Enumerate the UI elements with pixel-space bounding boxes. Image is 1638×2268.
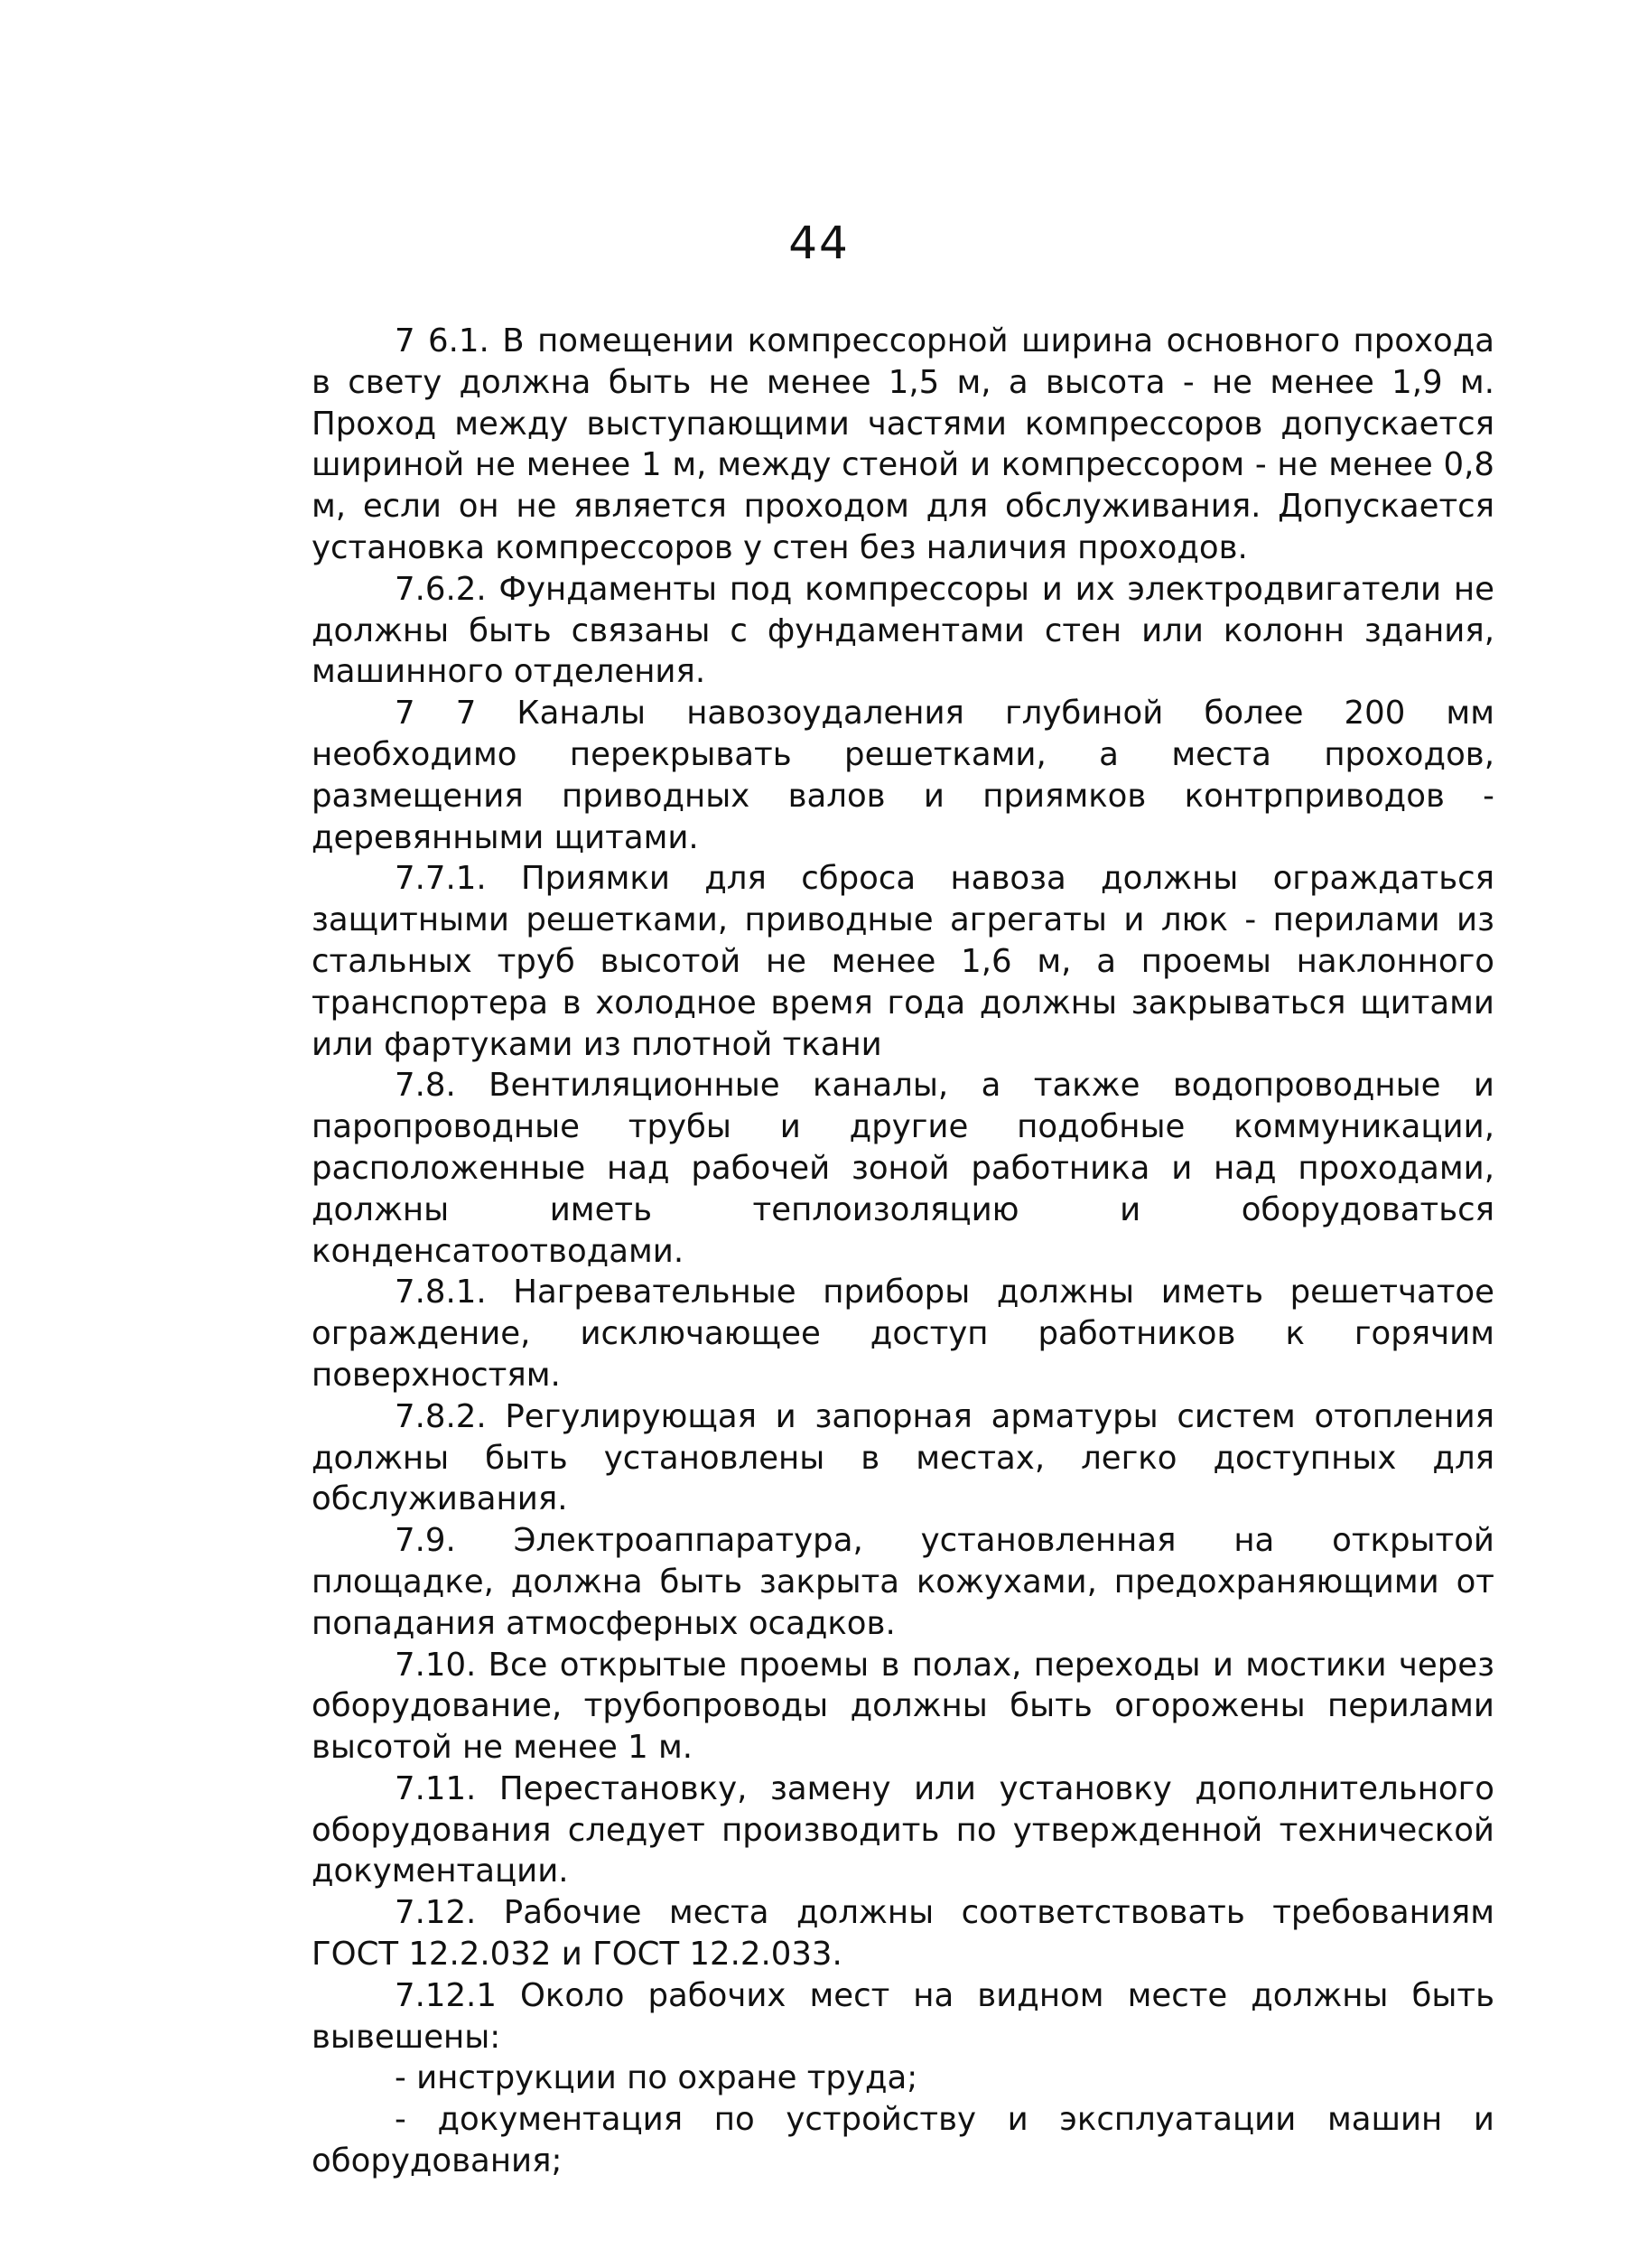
paragraph-7-9: 7.9. Электроаппаратура, установленная на открытой площадке, должна быть закрыта кожухами, предохраняющими от попадания атмосферных осадков. xyxy=(312,1522,1494,1642)
paragraph-7-12-1: 7.12.1 Около рабочих мест на видном месте должны быть вывешены: xyxy=(312,1976,1494,2056)
paragraph-7-8-1: 7.8.1. Нагревательные приборы должны иметь решетчатое ограждение, исключающее доступ работников к горячим поверхностям. xyxy=(312,1274,1494,1394)
paragraph-7-11: 7.11. Перестановку, замену или установку дополнительного оборудования следует производить по утвержденной технической документации. xyxy=(312,1769,1494,1890)
paragraph-7-8: 7.8. Вентиляционные каналы, а также водопроводные и паропроводные трубы и другие подобные коммуникации, расположенные над рабочей зоной работника и над проходами, должны иметь теплоизоляцию и оборудоваться конденсатоотводами. xyxy=(312,1067,1494,1270)
paragraph-7-6-2: 7.6.2. Фундаменты под компрессоры и их электродвигатели не должны быть связаны с фундаментами стен или колонн здания, машинного отделения. xyxy=(312,570,1494,691)
paragraph-7-12: 7.12. Рабочие места должны соответствовать требованиям ГОСТ 12.2.032 и ГОСТ 12.2.033. xyxy=(312,1894,1494,1974)
list-item: - инструкции по охране труда; xyxy=(395,2059,918,2097)
paragraph-7-10: 7.10. Все открытые проемы в полах, переходы и мостики через оборудование, трубопроводы должны быть огорожены перилами высотой не менее 1 м. xyxy=(312,1646,1494,1767)
paragraph-7-7: 7 7 Каналы навозоудаления глубиной более 200 мм необходимо перекрывать решетками, а места проходов, размещения приводных валов и приямков контрприводов - деревянными щитами. xyxy=(312,695,1494,856)
list-item: - документация по устройству и эксплуатации машин и оборудования; xyxy=(312,2101,1494,2180)
paragraph-7-7-1: 7.7.1. Приямки для сброса навоза должны ограждаться защитными решетками, приводные агрегаты и люк - перилами из стальных труб высотой не менее 1,6 м, а проемы наклонного транспортера в холодное время года должны закрываться щитами или фартуками из плотной ткани xyxy=(312,860,1494,1063)
page-number: 44 xyxy=(788,217,850,269)
paragraph-7-8-2: 7.8.2. Регулирующая и запорная арматуры систем отопления должны быть установлены в местах, легко доступных для обслуживания. xyxy=(312,1397,1494,1518)
paragraph-7-6-1: 7 6.1. В помещении компрессорной ширина основного прохода в свету должна быть не менее 1,5 м, а высота - не менее 1,9 м. Проход между выступающими частями компрессоров допускается шириной не менее 1 м, между стеной и компрессором - не менее 0,8 м, если он не является проходом для обслуживания. Допускается установка компрессоров у стен без наличия проходов. xyxy=(312,322,1494,566)
document-body xyxy=(312,321,1494,2182)
